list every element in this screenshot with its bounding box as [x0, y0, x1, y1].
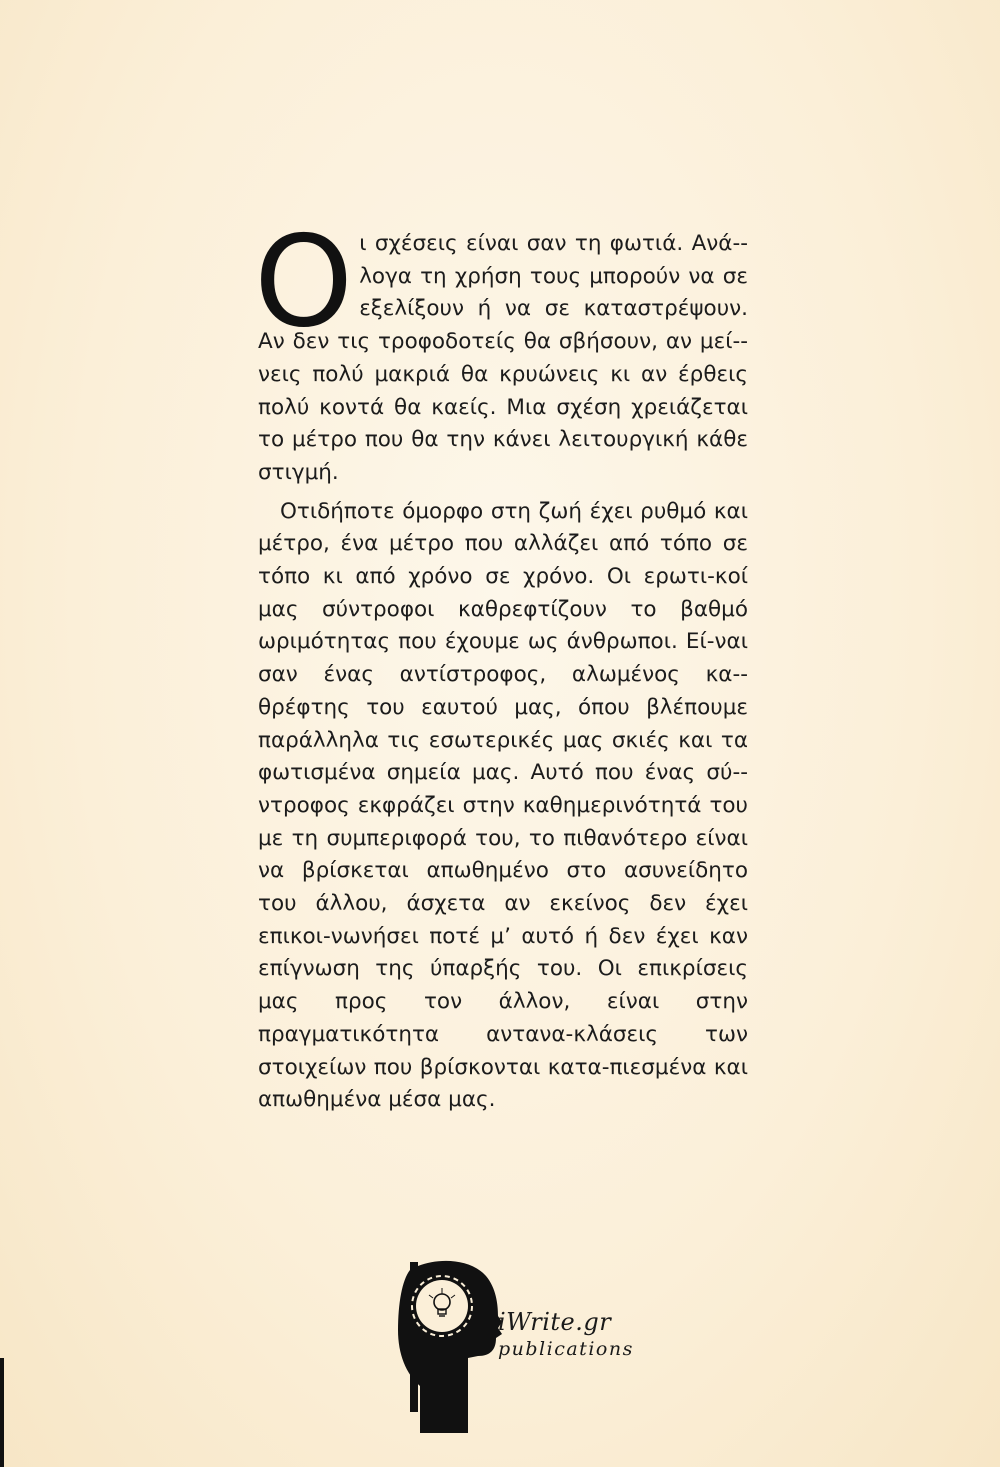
edge-mark — [0, 1358, 4, 1467]
drop-cap: Ο — [254, 208, 354, 355]
paragraph-2: Οτιδήποτε όμορφο στη ζωή έχει ρυθμό και μέτρο, ένα μέτρο που αλλάζει από τόπο σε τόπο κι από χρόνο σε χρόνο. Οι ερωτι-κοί μας σύντροφοι καθρεφτίζουν το βαθμό ωριμότητας που έχουμε ως άνθρωποι. Εί-ναι σαν ένας αντίστροφος, αλωμένος κα-θρέφτης του εαυτού μας, όπου βλέπουμε παράλληλα τις εσωτερικές μας σκιές και τα φωτισμένα σημεία μας. Αυτό που ένας σύ-ντροφος εκφράζει στην καθημερινότητά του με τη συμπεριφορά του, το πιθανότερο είναι να βρίσκεται απωθημένο στο ασυνείδητο του άλλου, άσχετα αν εκείνος δεν έχει επικοι-νωνήσει ποτέ μ’ αυτό ή δεν έχει καν επίγνωση της ύπαρξής του. Οι επικρίσεις μας προς τον άλλον, είναι στην πραγματικότητα αντανα-κλάσεις των στοιχείων που βρίσκονται κατα-πιεσμένα και απωθημένα μέσα μας. — [258, 498, 748, 1113]
publisher-tagline: publications — [498, 1338, 634, 1360]
paragraph-1-text: ι σχέσεις είναι σαν τη φωτιά. Ανά-λογα τη χρήση τους μπορούν να σε εξελίξουν ή να σε καταστρέψουν. Αν δεν τις τροφοδοτείς θα σβήσουν, αν μεί-νεις πολύ μακριά θα κρυώνεις κι αν έρθεις πολύ κοντά θα καείς. Μια σχέση χρειάζεται το μέτρο που θα την κάνει λειτουργική κάθε στιγμή. — [258, 231, 748, 485]
back-cover-text — [254, 208, 748, 1117]
publisher-logo — [398, 1258, 648, 1433]
publisher-name: iWrite.gr — [498, 1308, 612, 1336]
paragraph-1 — [254, 208, 748, 490]
